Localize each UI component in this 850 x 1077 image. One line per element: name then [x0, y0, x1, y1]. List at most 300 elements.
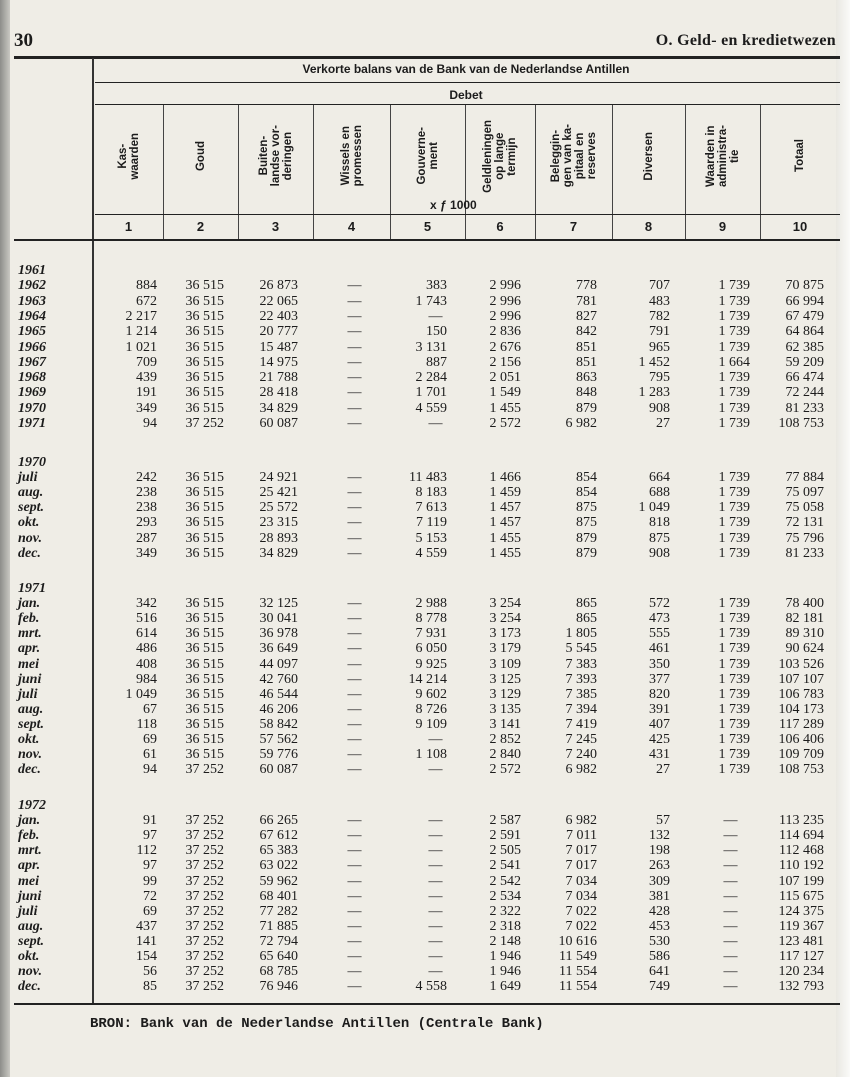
row-label: aug. — [18, 918, 44, 934]
table-cell: 572 — [649, 596, 670, 612]
table-cell: 36 515 — [185, 530, 224, 546]
table-row — [0, 889, 850, 904]
table-row — [0, 687, 850, 702]
table-cell: 6 982 — [565, 813, 597, 829]
table-cell: 1 283 — [638, 385, 670, 401]
row-label: 1972 — [18, 798, 46, 813]
table-cell: 2 836 — [489, 324, 521, 340]
table-cell: 108 753 — [778, 762, 824, 778]
table-cell: 69 — [143, 732, 157, 747]
table-cell: 486 — [136, 641, 157, 657]
table-cell: 25 421 — [259, 485, 298, 501]
table-cell: — — [723, 903, 738, 919]
table-cell: 60 087 — [259, 416, 298, 431]
table-cell: 141 — [136, 933, 157, 949]
table-cell: 408 — [136, 656, 157, 672]
table-cell: 1 455 — [489, 530, 521, 546]
table-cell: 7 022 — [565, 918, 597, 934]
table-cell: 3 131 — [415, 339, 447, 355]
table-cell: 36 515 — [185, 324, 224, 340]
table-cell: 72 244 — [785, 385, 824, 401]
table-cell: 1 108 — [415, 747, 447, 763]
table-cell: — — [347, 293, 362, 309]
table-cell: 1 739 — [718, 485, 750, 501]
table-cell: 72 131 — [785, 515, 824, 531]
table-cell: 42 760 — [259, 671, 298, 687]
row-label: mei — [18, 873, 39, 889]
table-row — [0, 515, 850, 530]
table-row — [0, 904, 850, 919]
table-row — [0, 626, 850, 641]
table-cell: — — [347, 354, 362, 370]
table-cell: 37 252 — [185, 828, 224, 844]
table-cell: 90 624 — [785, 641, 824, 657]
table-row — [0, 401, 850, 416]
table-cell: — — [723, 918, 738, 934]
table-cell: 109 709 — [778, 747, 824, 763]
table-cell: 36 515 — [185, 278, 224, 294]
column-header-label: Diversen — [642, 131, 655, 181]
row-label: dec. — [18, 979, 41, 995]
table-cell: 2 840 — [489, 747, 521, 763]
table-cell: 14 975 — [259, 354, 298, 370]
table-title: Verkorte balans van de Bank van de Nederlandse Antillen — [302, 62, 630, 76]
table-cell: 59 962 — [259, 873, 298, 889]
table-cell: 124 375 — [778, 903, 824, 919]
table-cell: 36 515 — [185, 686, 224, 702]
table-cell: 1 739 — [718, 656, 750, 672]
table-cell: — — [347, 500, 362, 516]
table-cell: 64 864 — [785, 324, 824, 340]
row-label: juli — [18, 470, 38, 486]
row-label: 1963 — [18, 293, 46, 309]
table-row — [0, 416, 850, 431]
table-cell: — — [347, 732, 362, 747]
table-cell: 23 315 — [259, 515, 298, 531]
table-cell: 9 925 — [415, 656, 447, 672]
table-cell: 106 783 — [778, 686, 824, 702]
column-header — [163, 106, 238, 206]
table-cell: 21 788 — [259, 370, 298, 386]
row-label: juni — [18, 888, 42, 904]
table-cell: — — [723, 843, 738, 859]
table-cell: 2 534 — [489, 888, 521, 904]
table-cell: 37 252 — [185, 813, 224, 829]
table-cell: — — [723, 873, 738, 889]
column-header — [238, 106, 313, 206]
row-label: aug. — [18, 485, 44, 501]
table-cell: 8 726 — [415, 701, 447, 717]
column-header-label: Buiten- landse vor- deringen — [257, 125, 294, 187]
table-cell: 453 — [649, 918, 670, 934]
table-cell: 842 — [576, 324, 597, 340]
header-bottom-rule — [14, 239, 840, 241]
table-row — [0, 717, 850, 732]
table-cell: 36 515 — [185, 339, 224, 355]
table-cell: 118 — [136, 716, 157, 732]
table-cell: 1 739 — [718, 671, 750, 687]
section-heading-row — [0, 798, 850, 813]
row-label: mrt. — [18, 843, 42, 859]
table-cell: 3 125 — [489, 671, 521, 687]
column-header-label: Wissels en promessen — [339, 125, 364, 187]
table-cell: 263 — [649, 858, 670, 874]
table-cell: — — [347, 686, 362, 702]
table-cell: 7 613 — [415, 500, 447, 516]
table-cell: — — [428, 918, 443, 934]
table-cell: 36 515 — [185, 370, 224, 386]
table-cell: 6 982 — [565, 762, 597, 778]
row-label: 1970 — [18, 400, 46, 416]
table-cell: — — [428, 964, 443, 980]
table-row — [0, 657, 850, 672]
table-cell: 71 885 — [259, 918, 298, 934]
table-cell: 3 129 — [489, 686, 521, 702]
table-cell: 59 776 — [259, 747, 298, 763]
table-cell: 46 544 — [259, 686, 298, 702]
chapter-title: O. Geld- en kredietwezen — [655, 32, 836, 49]
table-cell: — — [347, 416, 362, 431]
table-cell: — — [347, 716, 362, 732]
table-cell: 238 — [136, 500, 157, 516]
table-cell: 11 554 — [559, 964, 597, 980]
table-cell: 7 394 — [565, 701, 597, 717]
table-cell: — — [428, 949, 443, 964]
table-cell: 7 017 — [565, 858, 597, 874]
section-heading-row — [0, 581, 850, 596]
table-cell: 36 515 — [185, 656, 224, 672]
table-cell: 2 591 — [489, 828, 521, 844]
table-cell: 7 034 — [565, 873, 597, 889]
table-cell: — — [723, 964, 738, 980]
table-cell: 81 233 — [785, 545, 824, 561]
page-number: 30 — [14, 30, 33, 51]
table-cell: 586 — [649, 949, 670, 964]
table-cell: 89 310 — [785, 626, 824, 642]
row-label: feb. — [18, 611, 40, 627]
table-cell: 749 — [649, 979, 670, 995]
row-label: 1964 — [18, 308, 46, 324]
table-cell: 62 385 — [785, 339, 824, 355]
bottom-rule — [14, 1003, 840, 1005]
table-cell: 614 — [136, 626, 157, 642]
table-cell: 112 — [136, 843, 157, 859]
table-cell: — — [347, 701, 362, 717]
table-cell: — — [347, 979, 362, 995]
table-cell: 36 515 — [185, 596, 224, 612]
table-cell: — — [723, 813, 738, 829]
table-cell: 34 829 — [259, 400, 298, 416]
table-cell: 1 739 — [718, 530, 750, 546]
table-cell: 4 559 — [415, 545, 447, 561]
table-cell: — — [347, 515, 362, 531]
table-cell: 1 739 — [718, 293, 750, 309]
table-row — [0, 385, 850, 400]
table-cell: 154 — [136, 949, 157, 964]
table-cell: 77 282 — [259, 903, 298, 919]
table-cell: 2 156 — [489, 354, 521, 370]
table-cell: 865 — [576, 611, 597, 627]
table-cell: 1 739 — [718, 716, 750, 732]
row-label: 1971 — [18, 581, 46, 596]
table-cell: 11 549 — [559, 949, 597, 964]
table-cell: 1 664 — [718, 354, 750, 370]
column-number: 2 — [196, 219, 205, 234]
table-cell: 66 474 — [785, 370, 824, 386]
table-cell: 1 739 — [718, 611, 750, 627]
table-cell: 106 406 — [778, 732, 824, 747]
table-cell: 820 — [649, 686, 670, 702]
column-header — [535, 106, 612, 206]
table-cell: 37 252 — [185, 903, 224, 919]
section-heading-row — [0, 263, 850, 278]
table-cell: — — [428, 843, 443, 859]
table-cell: 94 — [143, 762, 157, 778]
table-cell: 36 649 — [259, 641, 298, 657]
table-cell: 2 852 — [489, 732, 521, 747]
row-label: 1967 — [18, 354, 46, 370]
table-cell: 2 988 — [415, 596, 447, 612]
table-cell: 37 252 — [185, 873, 224, 889]
column-number: 8 — [644, 219, 653, 234]
table-cell: 108 753 — [778, 416, 824, 431]
table-cell: — — [347, 611, 362, 627]
column-header-label: Goud — [194, 140, 207, 172]
table-cell: — — [428, 416, 443, 431]
table-cell: 3 254 — [489, 611, 521, 627]
column-header — [465, 106, 535, 206]
row-label: nov. — [18, 530, 42, 546]
table-cell: 7 385 — [565, 686, 597, 702]
row-label: 1966 — [18, 339, 46, 355]
table-cell: 1 021 — [125, 339, 157, 355]
table-cell: 879 — [576, 400, 597, 416]
table-cell: 7 022 — [565, 903, 597, 919]
table-cell: 65 383 — [259, 843, 298, 859]
table-cell: 309 — [649, 873, 670, 889]
table-cell: 150 — [426, 324, 447, 340]
table-cell: 77 884 — [785, 470, 824, 486]
table-cell: 875 — [649, 530, 670, 546]
table-row — [0, 355, 850, 370]
table-cell: 1 743 — [415, 293, 447, 309]
table-cell: 11 554 — [559, 979, 597, 995]
table-cell: 879 — [576, 530, 597, 546]
table-cell: 795 — [649, 370, 670, 386]
table-cell: 59 209 — [785, 354, 824, 370]
table-cell: 1 739 — [718, 747, 750, 763]
table-cell: 70 875 — [785, 278, 824, 294]
source-note: BRON: Bank van de Nederlandse Antillen (Centrale Bank) — [90, 1016, 544, 1032]
table-cell: 76 946 — [259, 979, 298, 995]
table-cell: — — [347, 949, 362, 964]
table-cell: 1 739 — [718, 470, 750, 486]
table-cell: 107 107 — [778, 671, 824, 687]
table-cell: — — [428, 828, 443, 844]
table-cell: 36 515 — [185, 611, 224, 627]
subtitle-rule — [95, 104, 840, 105]
table-cell: 46 206 — [259, 701, 298, 717]
table-cell: 37 252 — [185, 933, 224, 949]
table-cell: 875 — [576, 500, 597, 516]
table-row — [0, 828, 850, 843]
table-cell: 1 455 — [489, 400, 521, 416]
table-cell: 781 — [576, 293, 597, 309]
table-cell: 2 217 — [125, 308, 157, 324]
table-cell: 431 — [649, 747, 670, 763]
table-cell: 2 676 — [489, 339, 521, 355]
column-number: 6 — [496, 219, 504, 234]
table-cell: 67 612 — [259, 828, 298, 844]
table-cell: 2 996 — [489, 278, 521, 294]
table-cell: — — [347, 873, 362, 889]
row-label: 1962 — [18, 278, 46, 294]
table-cell: — — [347, 530, 362, 546]
table-row — [0, 919, 850, 934]
table-cell: 44 097 — [259, 656, 298, 672]
table-cell: 36 978 — [259, 626, 298, 642]
table-cell: 530 — [649, 933, 670, 949]
table-cell: 37 252 — [185, 762, 224, 778]
table-cell: 10 616 — [558, 933, 597, 949]
table-cell: — — [347, 843, 362, 859]
table-cell: 641 — [649, 964, 670, 980]
table-cell: 664 — [649, 470, 670, 486]
table-cell: 7 931 — [415, 626, 447, 642]
table-cell: 854 — [576, 485, 597, 501]
table-cell: — — [347, 626, 362, 642]
table-cell: 75 097 — [785, 485, 824, 501]
table-cell: 75 796 — [785, 530, 824, 546]
row-label: nov. — [18, 964, 42, 980]
column-header-label: Kas- waarden — [116, 132, 141, 180]
table-cell: 9 602 — [415, 686, 447, 702]
table-row — [0, 324, 850, 339]
table-cell: 6 982 — [565, 416, 597, 431]
table-cell: — — [347, 888, 362, 904]
table-cell: 1 049 — [125, 686, 157, 702]
table-cell: 28 418 — [259, 385, 298, 401]
table-cell: — — [347, 933, 362, 949]
table-cell: 287 — [136, 530, 157, 546]
table-cell: 1 739 — [718, 762, 750, 778]
table-cell: 483 — [649, 293, 670, 309]
table-row — [0, 858, 850, 873]
table-cell: 791 — [649, 324, 670, 340]
table-row — [0, 762, 850, 777]
table-cell: 37 252 — [185, 858, 224, 874]
table-cell: 37 252 — [185, 843, 224, 859]
table-cell: 407 — [649, 716, 670, 732]
table-cell: 117 289 — [779, 716, 824, 732]
table-cell: 119 367 — [779, 918, 824, 934]
table-cell: — — [347, 485, 362, 501]
table-cell: 113 235 — [779, 813, 824, 829]
table-cell: 1 739 — [718, 370, 750, 386]
table-cell: 377 — [649, 671, 670, 687]
table-cell: 22 403 — [259, 308, 298, 324]
table-cell: 1 739 — [718, 500, 750, 516]
table-cell: 117 127 — [779, 949, 824, 964]
table-cell: 2 572 — [489, 416, 521, 431]
table-cell: — — [347, 545, 362, 561]
table-cell: 60 087 — [259, 762, 298, 778]
row-label: aug. — [18, 701, 44, 717]
row-label: mei — [18, 656, 39, 672]
table-cell: 848 — [576, 385, 597, 401]
table-cell: 2 541 — [489, 858, 521, 874]
column-number: 10 — [792, 219, 808, 234]
table-cell: 82 181 — [785, 611, 824, 627]
table-cell: 428 — [649, 903, 670, 919]
table-cell: 36 515 — [185, 500, 224, 516]
table-cell: 65 640 — [259, 949, 298, 964]
column-number: 7 — [569, 219, 578, 234]
table-row — [0, 949, 850, 964]
table-cell: 1 457 — [489, 515, 521, 531]
table-cell: 37 252 — [185, 888, 224, 904]
table-cell: 2 318 — [489, 918, 521, 934]
table-cell: 350 — [649, 656, 670, 672]
table-cell: 1 739 — [718, 596, 750, 612]
table-cell: 827 — [576, 308, 597, 324]
table-cell: 293 — [136, 515, 157, 531]
table-cell: 473 — [649, 611, 670, 627]
table-cell: 1 739 — [718, 686, 750, 702]
column-header — [685, 106, 760, 206]
table-cell: 1 739 — [718, 385, 750, 401]
column-header-label: Geldleningen op lange termijn — [482, 119, 518, 193]
table-row — [0, 470, 850, 485]
table-cell: 2 505 — [489, 843, 521, 859]
table-cell: 1 805 — [565, 626, 597, 642]
row-label: dec. — [18, 762, 41, 778]
top-rule — [14, 56, 840, 59]
table-cell: 879 — [576, 545, 597, 561]
row-label: juli — [18, 903, 38, 919]
table-cell: 2 587 — [489, 813, 521, 829]
table-cell: 78 400 — [785, 596, 824, 612]
table-cell: 81 233 — [785, 400, 824, 416]
table-cell: 1 701 — [415, 385, 447, 401]
row-label: 1969 — [18, 385, 46, 401]
table-subtitle: Debet — [449, 88, 483, 102]
row-label: juni — [18, 671, 42, 687]
table-cell: 965 — [649, 339, 670, 355]
table-cell: 97 — [143, 828, 157, 844]
table-cell: — — [347, 918, 362, 934]
table-cell: — — [347, 470, 362, 486]
table-cell: — — [347, 813, 362, 829]
table-cell: 2 051 — [489, 370, 521, 386]
table-cell: 851 — [576, 339, 597, 355]
table-cell: — — [347, 308, 362, 324]
table-cell: 191 — [136, 385, 157, 401]
table-cell: 112 468 — [779, 843, 824, 859]
table-cell: 91 — [143, 813, 157, 829]
table-row — [0, 641, 850, 656]
column-header — [94, 106, 163, 206]
column-header-label: Beleggin- gen van ka- pitaal en reserves — [549, 124, 598, 188]
table-cell: 1 739 — [718, 545, 750, 561]
table-cell: — — [347, 858, 362, 874]
table-cell: 887 — [426, 354, 447, 370]
row-label: apr. — [18, 858, 41, 874]
table-cell: 22 065 — [259, 293, 298, 309]
table-cell: — — [428, 858, 443, 874]
table-cell: 36 515 — [185, 671, 224, 687]
row-label: okt. — [18, 515, 40, 531]
